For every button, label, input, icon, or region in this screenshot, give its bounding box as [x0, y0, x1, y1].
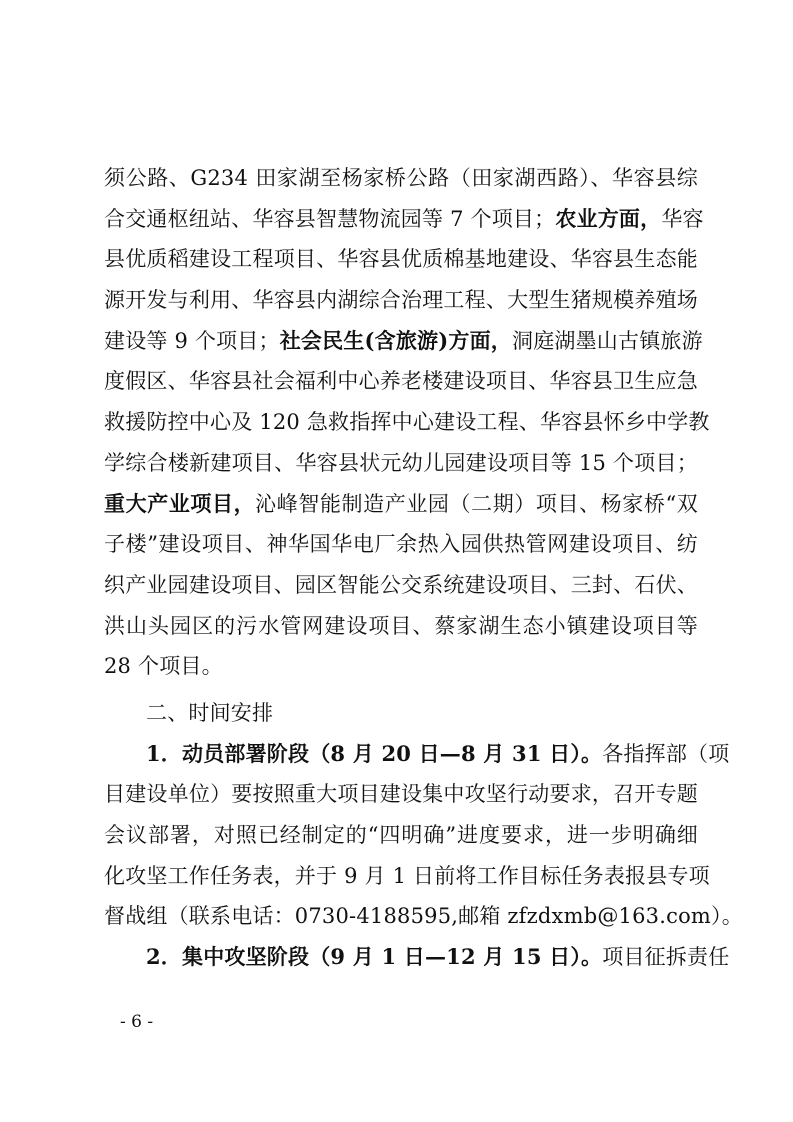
section-label-industry: 重大产业项目， — [104, 490, 256, 516]
paragraph-line: 救援防控中心及 120 急救指挥中心建设工程、华容县怀乡中学教 — [104, 410, 710, 435]
text-segment: 项目征拆责任 — [602, 945, 730, 970]
section-label-agriculture: 农业方面， — [555, 205, 662, 231]
paragraph-line: 28 个项目。 — [104, 654, 223, 679]
paragraph-line — [104, 199, 704, 240]
paragraph-line: 目建设单位）要按照重大项目建设集中攻坚行动要求，召开专题 — [104, 782, 698, 807]
paragraph-line: 县优质稻建设工程项目、华容县优质棉基地建设、华容县生态能 — [104, 247, 698, 272]
paragraph-line: 织产业园建设项目、园区智能公交系统建设项目、三封、石伏、 — [104, 572, 698, 597]
text-segment: 洞庭湖墨山古镇旅游 — [512, 328, 703, 353]
paragraph-line: 子楼”建设项目、神华国华电厂余热入园供热管网建设项目、纺 — [104, 532, 698, 557]
text-segment: 各指挥部（项 — [602, 741, 730, 766]
paragraph-line: 学综合楼新建项目、华容县状元幼儿园建设项目等 15 个项目； — [104, 450, 698, 475]
paragraph-line — [104, 734, 730, 775]
stage-title-mobilization: 1．动员部署阶段（8 月 20 日—8 月 31 日）。 — [146, 740, 603, 766]
paragraph-line — [104, 937, 730, 978]
paragraph-line: 源开发与利用、华容县内湖综合治理工程、大型生猪规模养殖场 — [104, 288, 698, 313]
text-segment: 沁峰智能制造产业园（二期）项目、杨家桥“双 — [255, 491, 698, 516]
paragraph-line: 须公路、G234 田家湖至杨家桥公路（田家湖西路）、华容县综 — [104, 166, 698, 190]
paragraph-line: 会议部署，对照已经制定的“四明确”进度要求，进一步明确细 — [104, 823, 698, 847]
text-segment: 合交通枢纽站、华容县智慧物流园等 7 个项目； — [104, 206, 556, 231]
document-body — [104, 158, 743, 978]
paragraph-line — [104, 484, 698, 525]
paragraph-line: 化攻坚工作任务表，并于 9 月 1 日前将工作目标任务表报县专项 — [104, 863, 710, 888]
page-number: - 6 - — [120, 1012, 154, 1032]
section-heading: 二、时间安排 — [146, 700, 274, 725]
text-segment: 建设等 9 个项目； — [104, 328, 280, 353]
paragraph-line: 度假区、华容县社会福利中心养老楼建设项目、华容县卫生应急 — [104, 369, 698, 394]
paragraph-line — [104, 321, 703, 362]
stage-title-campaign: 2．集中攻坚阶段（9 月 1 日—12 月 15 日）。 — [146, 944, 603, 970]
section-label-livelihood: 社会民生(含旅游)方面， — [279, 327, 512, 353]
text-segment: 华容 — [661, 206, 704, 231]
paragraph-line: 洪山头园区的污水管网建设项目、蔡家湖生态小镇建设项目等 — [104, 613, 698, 638]
paragraph-line: 督战组（联系电话：0730-4188595,邮箱 zfzdxmb@163.com）。 — [104, 904, 743, 929]
